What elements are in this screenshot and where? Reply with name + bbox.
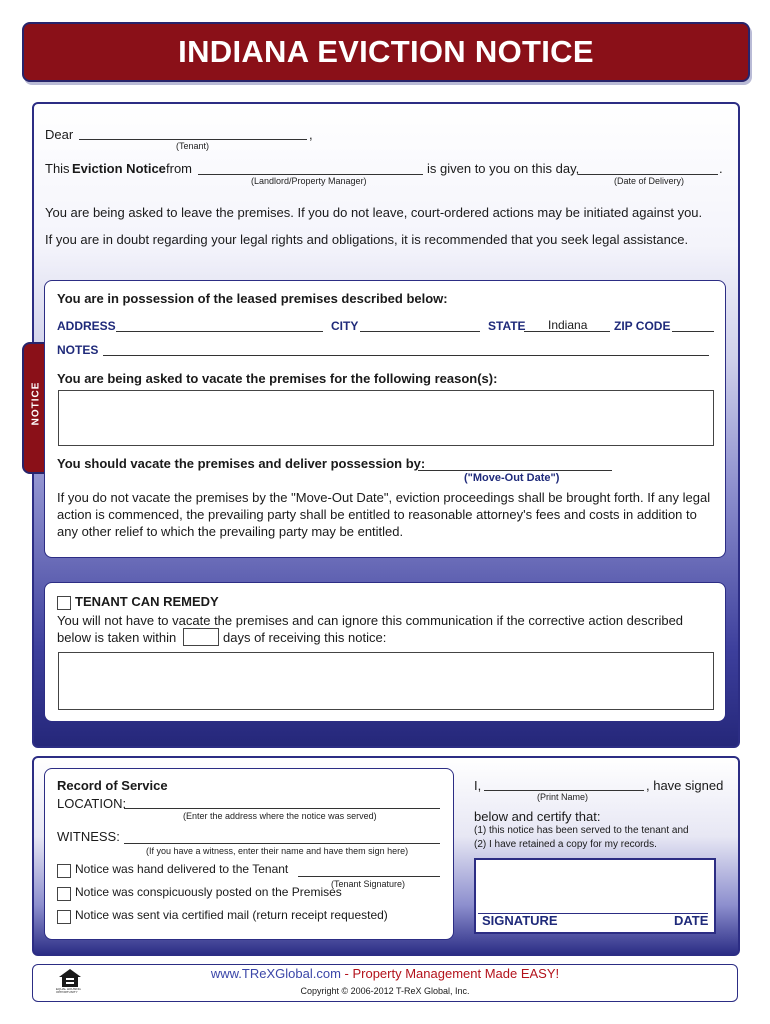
print-name-caption: (Print Name) xyxy=(537,792,589,802)
delivery-caption: (Date of Delivery) xyxy=(614,176,685,186)
side-tab-label: NOTICE xyxy=(30,381,42,426)
have-signed-label: , have signed xyxy=(646,778,724,793)
tenant-signature-caption: (Tenant Signature) xyxy=(331,879,406,889)
copyright: Copyright © 2006-2012 T-ReX Global, Inc. xyxy=(300,986,470,996)
i-label: I, xyxy=(474,778,482,793)
legal-advice-paragraph: If you are in doubt regarding your legal rights and obligations, it is recommended that you seek legal assistance. xyxy=(45,232,689,247)
city-label: CITY xyxy=(331,319,359,333)
footer-dash: - xyxy=(340,966,353,981)
witness-field[interactable] xyxy=(124,843,440,844)
below-certify-label: below and certify that: xyxy=(474,809,601,824)
notes-label: NOTES xyxy=(57,343,99,357)
certified-mail-label: Notice was sent via certified mail (return receipt requested) xyxy=(75,908,388,922)
location-field[interactable] xyxy=(124,808,440,809)
vacate-heading: You should vacate the premises and deliver possession by: xyxy=(57,456,426,471)
witness-label: WITNESS: xyxy=(57,829,120,844)
remedy-text-line-1: You will not have to vacate the premises and can ignore this communication if the corrective action described xyxy=(57,613,684,628)
print-name-field[interactable] xyxy=(484,790,644,791)
remedy-heading: TENANT CAN REMEDY xyxy=(75,594,219,609)
eviction-notice-label: Eviction Notice xyxy=(72,161,166,176)
footer-line xyxy=(32,966,738,981)
remedy-checkbox[interactable] xyxy=(57,596,71,610)
zip-field[interactable] xyxy=(672,331,714,332)
location-caption: (Enter the address where the notice was served) xyxy=(183,811,377,821)
tenant-caption: (Tenant) xyxy=(176,141,210,151)
legal-text-line-2: action is commenced, the prevailing party shall be entitled to reasonable attorney's fees and costs in addition to xyxy=(57,507,697,522)
record-heading: Record of Service xyxy=(57,778,168,793)
reasons-textarea[interactable] xyxy=(58,390,714,446)
address-label: ADDRESS xyxy=(57,319,116,333)
premises-heading: You are in possession of the leased premises described below: xyxy=(57,291,448,306)
legal-text-line-3: any other relief to which the prevailing party may be entitled. xyxy=(57,524,404,539)
notes-field[interactable] xyxy=(103,355,709,356)
witness-caption: (If you have a witness, enter their name and have them sign here) xyxy=(146,846,409,856)
reasons-heading: You are being asked to vacate the premises for the following reason(s): xyxy=(57,371,498,386)
leave-paragraph: You are being asked to leave the premises. If you do not leave, court-ordered actions may be initiated against you. xyxy=(45,205,703,220)
from-label: from xyxy=(166,161,192,176)
this-label: This xyxy=(45,161,70,176)
title-bar xyxy=(22,22,750,82)
page-title: INDIANA EVICTION NOTICE xyxy=(178,34,594,69)
landlord-name-field[interactable] xyxy=(198,174,423,175)
remedy-text-line-2b: days of receiving this notice: xyxy=(223,630,387,645)
certify-item-2: (2) I have retained a copy for my records. xyxy=(474,839,657,850)
move-out-date-field[interactable] xyxy=(418,470,612,471)
landlord-caption: (Landlord/Property Manager) xyxy=(251,176,367,186)
period: . xyxy=(719,161,723,176)
certified-mail-checkbox[interactable] xyxy=(57,910,71,924)
remedy-action-textarea[interactable] xyxy=(58,652,714,710)
delivery-date-field[interactable] xyxy=(578,174,718,175)
state-label: STATE xyxy=(488,319,526,333)
footer-url-link[interactable]: www.TReXGlobal.com xyxy=(210,966,341,981)
state-value: Indiana xyxy=(548,318,588,332)
move-out-caption: ("Move-Out Date") xyxy=(464,472,560,484)
address-field[interactable] xyxy=(116,331,323,332)
hand-delivered-label: Notice was hand delivered to the Tenant xyxy=(75,862,289,876)
certify-item-1: (1) this notice has been served to the tenant and xyxy=(474,825,689,836)
posted-checkbox[interactable] xyxy=(57,887,71,901)
footer-tagline: Property Management Made EASY! xyxy=(352,966,560,981)
date-label: DATE xyxy=(674,913,709,928)
hand-delivered-checkbox[interactable] xyxy=(57,864,71,878)
comma: , xyxy=(309,127,313,142)
location-label: LOCATION: xyxy=(57,796,127,811)
posted-label: Notice was conspicuously posted on the Premises xyxy=(75,885,342,899)
zip-label: ZIP CODE xyxy=(614,319,671,333)
dear-label: Dear xyxy=(45,127,74,142)
tenant-signature-field[interactable] xyxy=(298,876,440,877)
equal-housing-text: EQUAL HOUSING OPPORTUNITY xyxy=(56,987,81,994)
legal-text-line-1: If you do not vacate the premises by the "Move-Out Date", eviction proceedings shall be brought forth. If any legal xyxy=(57,490,711,505)
remedy-text-line-2a: below is taken within xyxy=(57,630,177,645)
given-label: is given to you on this day, xyxy=(427,161,580,176)
city-field[interactable] xyxy=(360,331,480,332)
signature-label: SIGNATURE xyxy=(482,913,558,928)
remedy-days-input[interactable] xyxy=(183,628,219,646)
tenant-name-field[interactable] xyxy=(79,139,307,140)
